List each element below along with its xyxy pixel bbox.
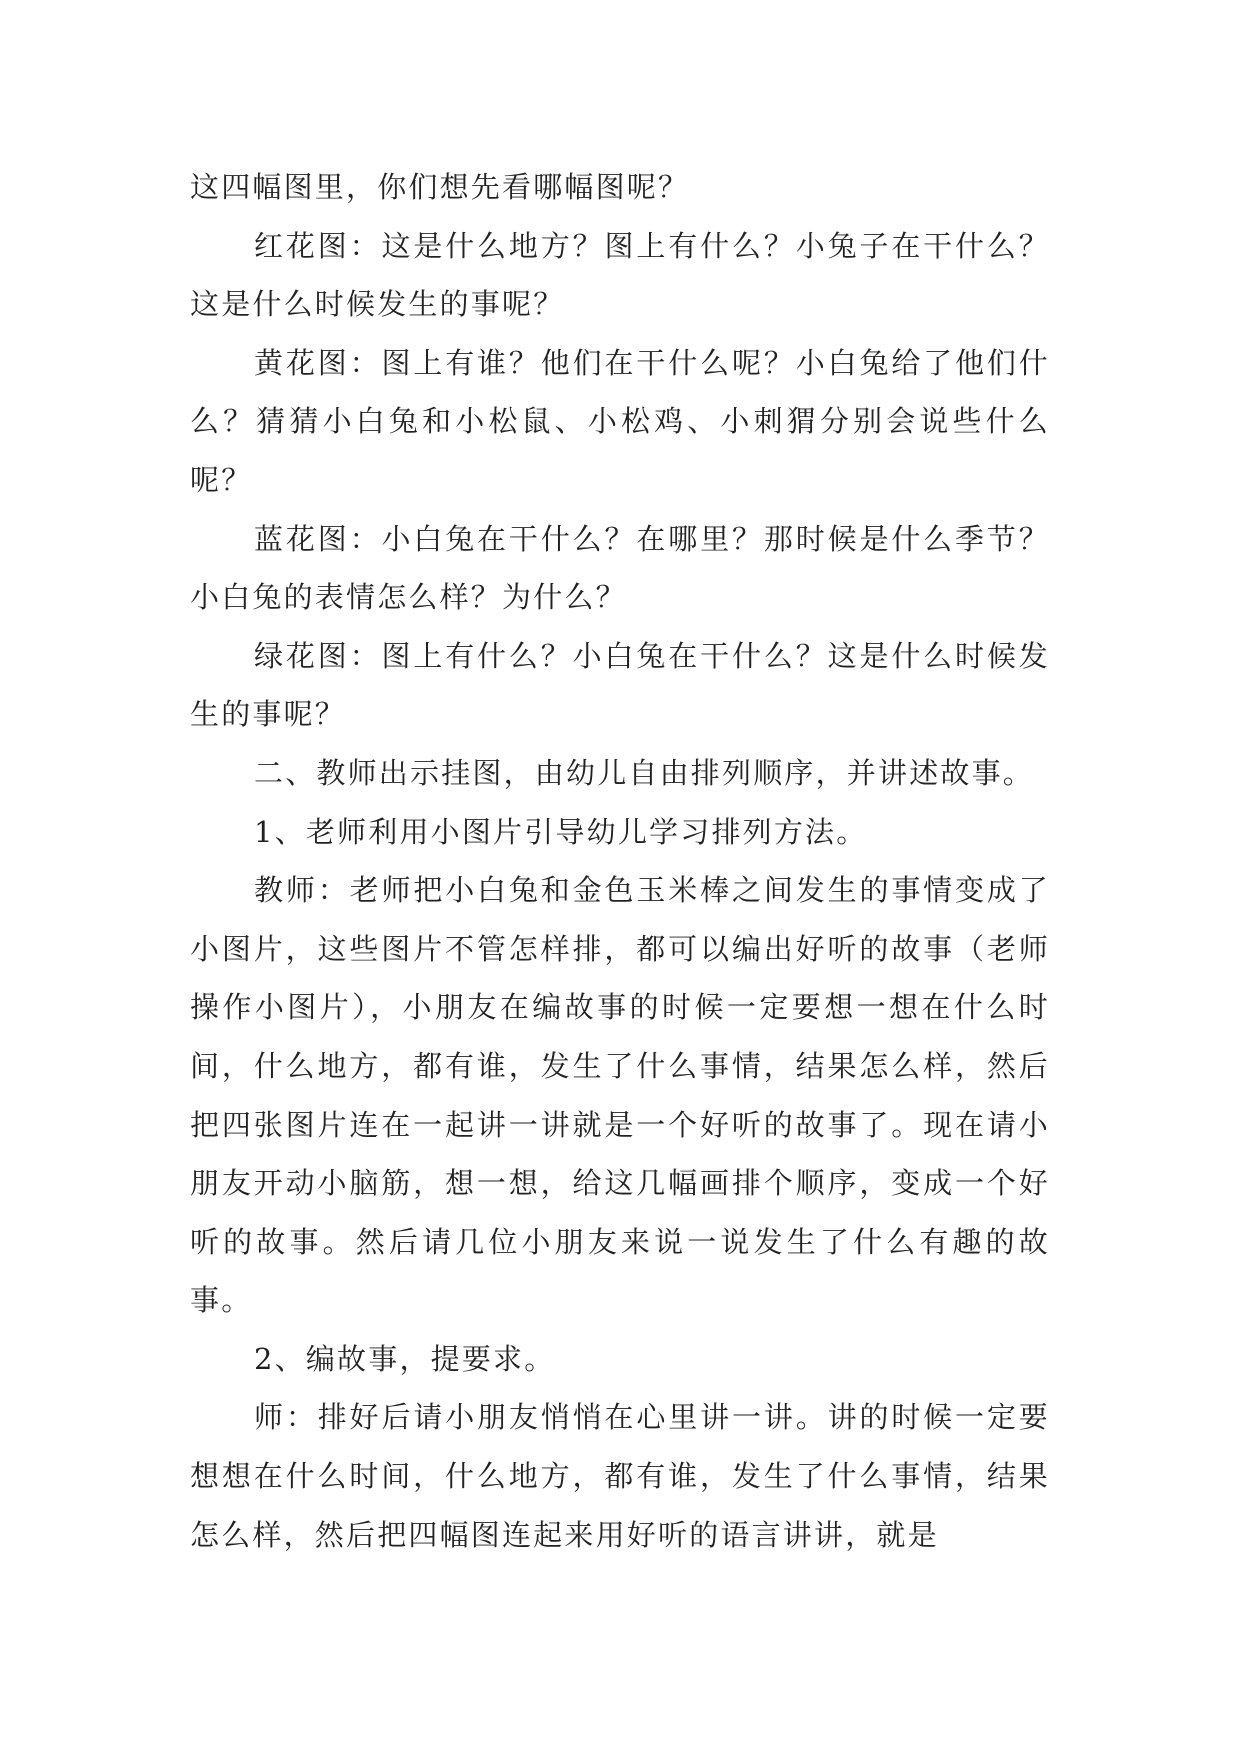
paragraph-yellow-flower: 黄花图：图上有谁？他们在干什么呢？小白兔给了他们什么？猜猜小白兔和小松鼠、小松鸡、小刺猬分别会说些什么呢？ bbox=[190, 345, 1050, 497]
step-two: 2、编故事，提要求。 bbox=[254, 1341, 556, 1376]
document-body bbox=[190, 158, 1050, 1564]
paragraph-blue-flower: 蓝花图：小白兔在干什么？在哪里？那时候是什么季节？小白兔的表情怎么样？为什么？ bbox=[190, 521, 1050, 615]
step-one: 1、老师利用小图片引导幼儿学习排列方法。 bbox=[254, 814, 868, 849]
paragraph-red-flower: 红花图：这是什么地方？图上有什么？小兔子在干什么？这是什么时候发生的事呢？ bbox=[190, 228, 1050, 322]
paragraph-continuation: 这四幅图里，你们想先看哪幅图呢？ bbox=[190, 170, 690, 204]
paragraph-teacher-requirements: 师：排好后请小朋友悄悄在心里讲一讲。讲的时候一定要想想在什么时间，什么地方，都有谁，发生了什么事情，结果怎么样，然后把四幅图连起来用好听的语言讲讲，就是 bbox=[190, 1400, 1050, 1552]
section-heading-two: 二、教师出示挂图，由幼儿自由排列顺序，并讲述故事。 bbox=[254, 755, 1035, 790]
paragraph-green-flower: 绿花图：图上有什么？小白兔在干什么？这是什么时候发生的事呢？ bbox=[190, 638, 1050, 732]
paragraph-teacher-instructions: 教师：老师把小白兔和金色玉米棒之间发生的事情变成了小图片，这些图片不管怎样排，都可以编出好听的故事（老师操作小图片），小朋友在编故事的时候一定要想一想在什么时间，什么地方，都有谁，发生了什么事情，结果怎么样，然后把四张图片连在一起讲一讲就是一个好听的故事了。现在请小朋友开动小脑筋，想一想，给这几幅画排个顺序，变成一个好听的故事。然后请几位小朋友来说一说发生了什么有趣的故事。 bbox=[190, 873, 1050, 1318]
